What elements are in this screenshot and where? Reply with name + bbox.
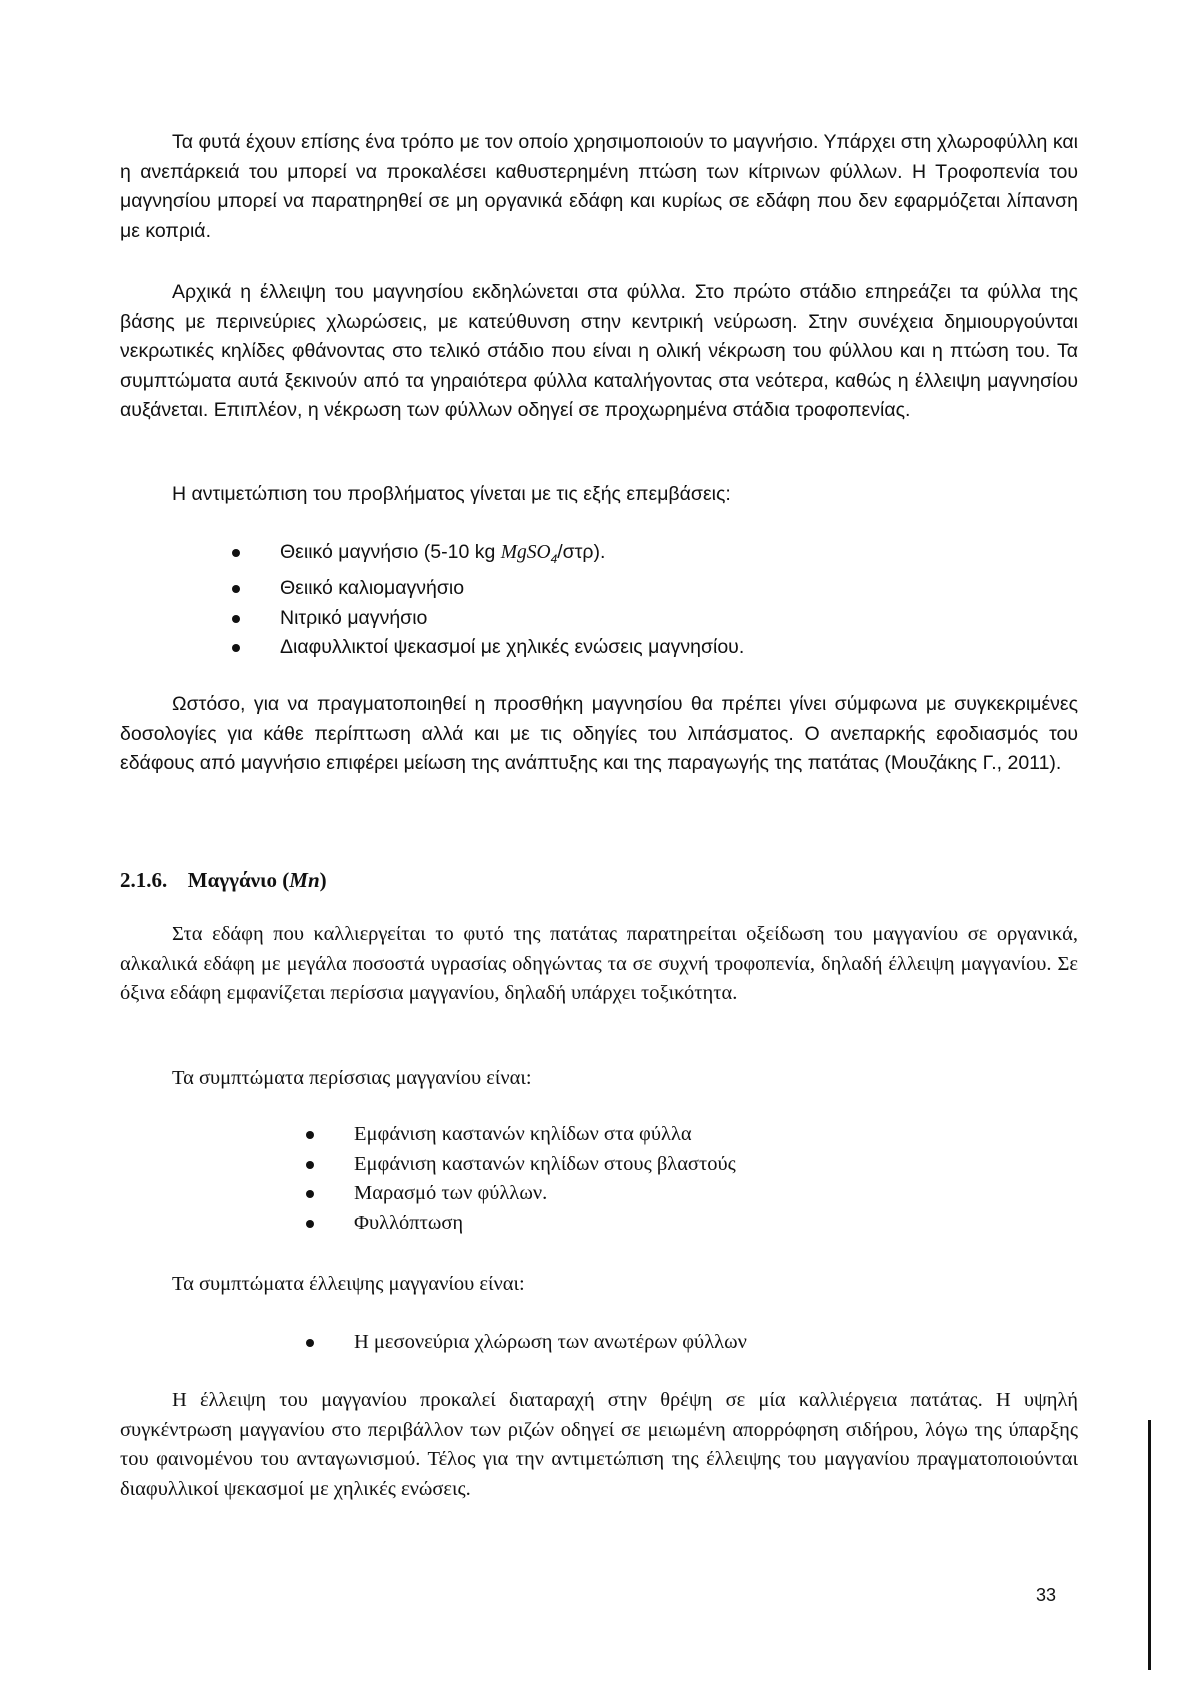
deficiency-symptoms-list [354,1328,1054,1358]
page-number: 33 [1036,1585,1057,1605]
list-item [280,538,980,574]
formula-subscript: 4 [550,551,558,566]
bullet-icon [306,1190,314,1198]
bullet-icon [306,1161,314,1169]
excess-symptoms-list [354,1120,1054,1238]
paragraph-magnesium-intro [120,128,1078,246]
paragraph-manganese-effects [120,1386,1078,1504]
paragraph-text: Στα εδάφη που καλλιεργείται το φυτό της πατάτας παρατηρείται οξείδωση του μαγγανίου σε οργανικά, αλκαλικά εδάφη με μεγάλα ποσοστά υγρασίας οδηγώντας τα σε συχνή τροφοπενία, δηλαδή έλλειψη μαγγανίου. Σε όξινα εδάφη εμφανίζεται περίσσια μαγγανίου, δηλαδή υπάρχει τοξικότητα. [120,923,1078,1004]
paragraph-manganese-soils [120,920,1078,1009]
paragraph-text: Ωστόσο, για να πραγματοποιηθεί η προσθήκη μαγνησίου θα πρέπει γίνει σύμφωνα με συγκεκριμένες δοσολογίες για κάθε περίπτωση αλλά και με τις οδηγίες του λιπάσματος. Ο ανεπαρκής εφοδιασμός του εδάφους από μαγνήσιο επιφέρει μείωση της ανάπτυξης και της παραγωγής της πατάτας (Μουζάκης Γ., 2011). [120,693,1078,774]
element-symbol: Mn [289,868,320,892]
page-border-line [1148,1420,1151,1670]
list-item [280,574,980,604]
list-item-text: Θειικό μαγνήσιο (5-10 kg [280,541,501,563]
list-item-text: Εμφάνιση καστανών κηλίδων στους βλαστούς [354,1152,736,1175]
section-title [120,868,1078,893]
list-item-text: Η μεσονεύρια χλώρωση των ανωτέρων φύλλων [354,1331,747,1353]
bullet-icon [232,615,240,623]
paragraph-text: Αρχικά η έλλειψη του μαγνησίου εκδηλώνεται στα φύλλα. Στο πρώτο στάδιο επηρεάζει τα φύλλα της βάσης με περινεύριες χλωρώσεις, με κατεύθυνση στην κεντρική νεύρωση. Στην συνέχεια δημιουργούνται νεκρωτικές κηλίδες φθάνοντας στο τελικό στάδιο που είναι η ολική νέκρωση του φύλλου και η πτώση του. Τα συμπτώματα αυτά ξεκινούν από τα γηραιότερα φύλλα καταλήγοντας στα νεότερα, καθώς η έλλειψη μαγνησίου αυξάνεται. Επιπλέον, η νέκρωση των φύλλων οδηγεί σε προχωρημένα στάδια τροφοπενίας. [120,281,1078,421]
section-title-text: Μαγγάνιο ( [187,868,290,892]
paragraph-treatment-intro [120,480,1078,510]
paragraph-dosage [120,690,1078,779]
paragraph-text: Η έλλειψη του μαγγανίου προκαλεί διαταραχή στην θρέψη σε μία καλλιέργεια πατάτας. Η υψηλή συγκέντρωση μαγγανίου στο περιβάλλον των ριζών οδηγεί σε μειωμένη απορρόφηση σιδήρου, λόγω της ύπαρξης του φαινομένου του ανταγωνισμού. Τέλος για την αντιμετώπιση της έλλειψης του μαγγανίου πραγματοποιούνται διαφυλλικοί ψεκασμοί με χηλικές ενώσεις. [120,1389,1078,1500]
section-title-close: ) [319,868,327,892]
list-item [354,1120,1054,1150]
paragraph-text: Τα συμπτώματα περίσσιας μαγγανίου είναι: [172,1067,532,1089]
paragraph-text: Τα συμπτώματα έλλειψης μαγγανίου είναι: [172,1273,525,1295]
list-item-text: Διαφυλλικτοί ψεκασμοί με χηλικές ενώσεις μαγνησίου. [280,636,745,659]
list-item-text: Νιτρικό μαγνήσιο [280,606,428,629]
list-item [354,1150,1054,1180]
paragraph-magnesium-symptoms [120,278,1078,426]
list-item-text: Φυλλόπτωση [354,1211,464,1234]
list-item [354,1209,1054,1239]
bullet-icon [306,1131,314,1139]
paragraph-text: Τα φυτά έχουν επίσης ένα τρόπο με τον οποίο χρησιμοποιούν το μαγνήσιο. Υπάρχει στη χλωροφύλλη και η ανεπάρκειά του μπορεί να προκαλέσει καθυστερημένη πτώση των κίτρινων φύλλων. Η Τροφοπενία του μαγνησίου μπορεί να παρατηρηθεί σε μη οργανικά εδάφη και κυρίως σε εδάφη που δεν εφαρμόζεται λίπανση με κοπριά. [120,131,1078,242]
section-number: 2.1.6. [120,868,168,892]
paragraph-excess-intro [120,1064,1078,1094]
treatment-list [280,538,980,663]
list-item [280,633,980,663]
bullet-icon [232,549,240,557]
bullet-icon [232,585,240,593]
bullet-icon [232,644,240,652]
paragraph-text: Η αντιμετώπιση του προβλήματος γίνεται με τις εξής επεμβάσεις: [172,483,731,505]
list-item-text: /στρ). [557,541,606,563]
list-item [354,1328,1054,1358]
list-item [354,1179,1054,1209]
paragraph-deficiency-intro [120,1270,1078,1300]
bullet-icon [306,1339,314,1347]
list-item-text: Εμφάνιση καστανών κηλίδων στα φύλλα [354,1123,692,1145]
list-item [280,604,980,634]
section-heading-manganese [120,868,1078,893]
list-item-text: Θειικό καλιομαγνήσιο [280,577,465,600]
list-item-text: Μαρασμό των φύλλων. [354,1182,548,1204]
chemical-formula: MgSO [500,542,551,563]
bullet-icon [306,1220,314,1228]
